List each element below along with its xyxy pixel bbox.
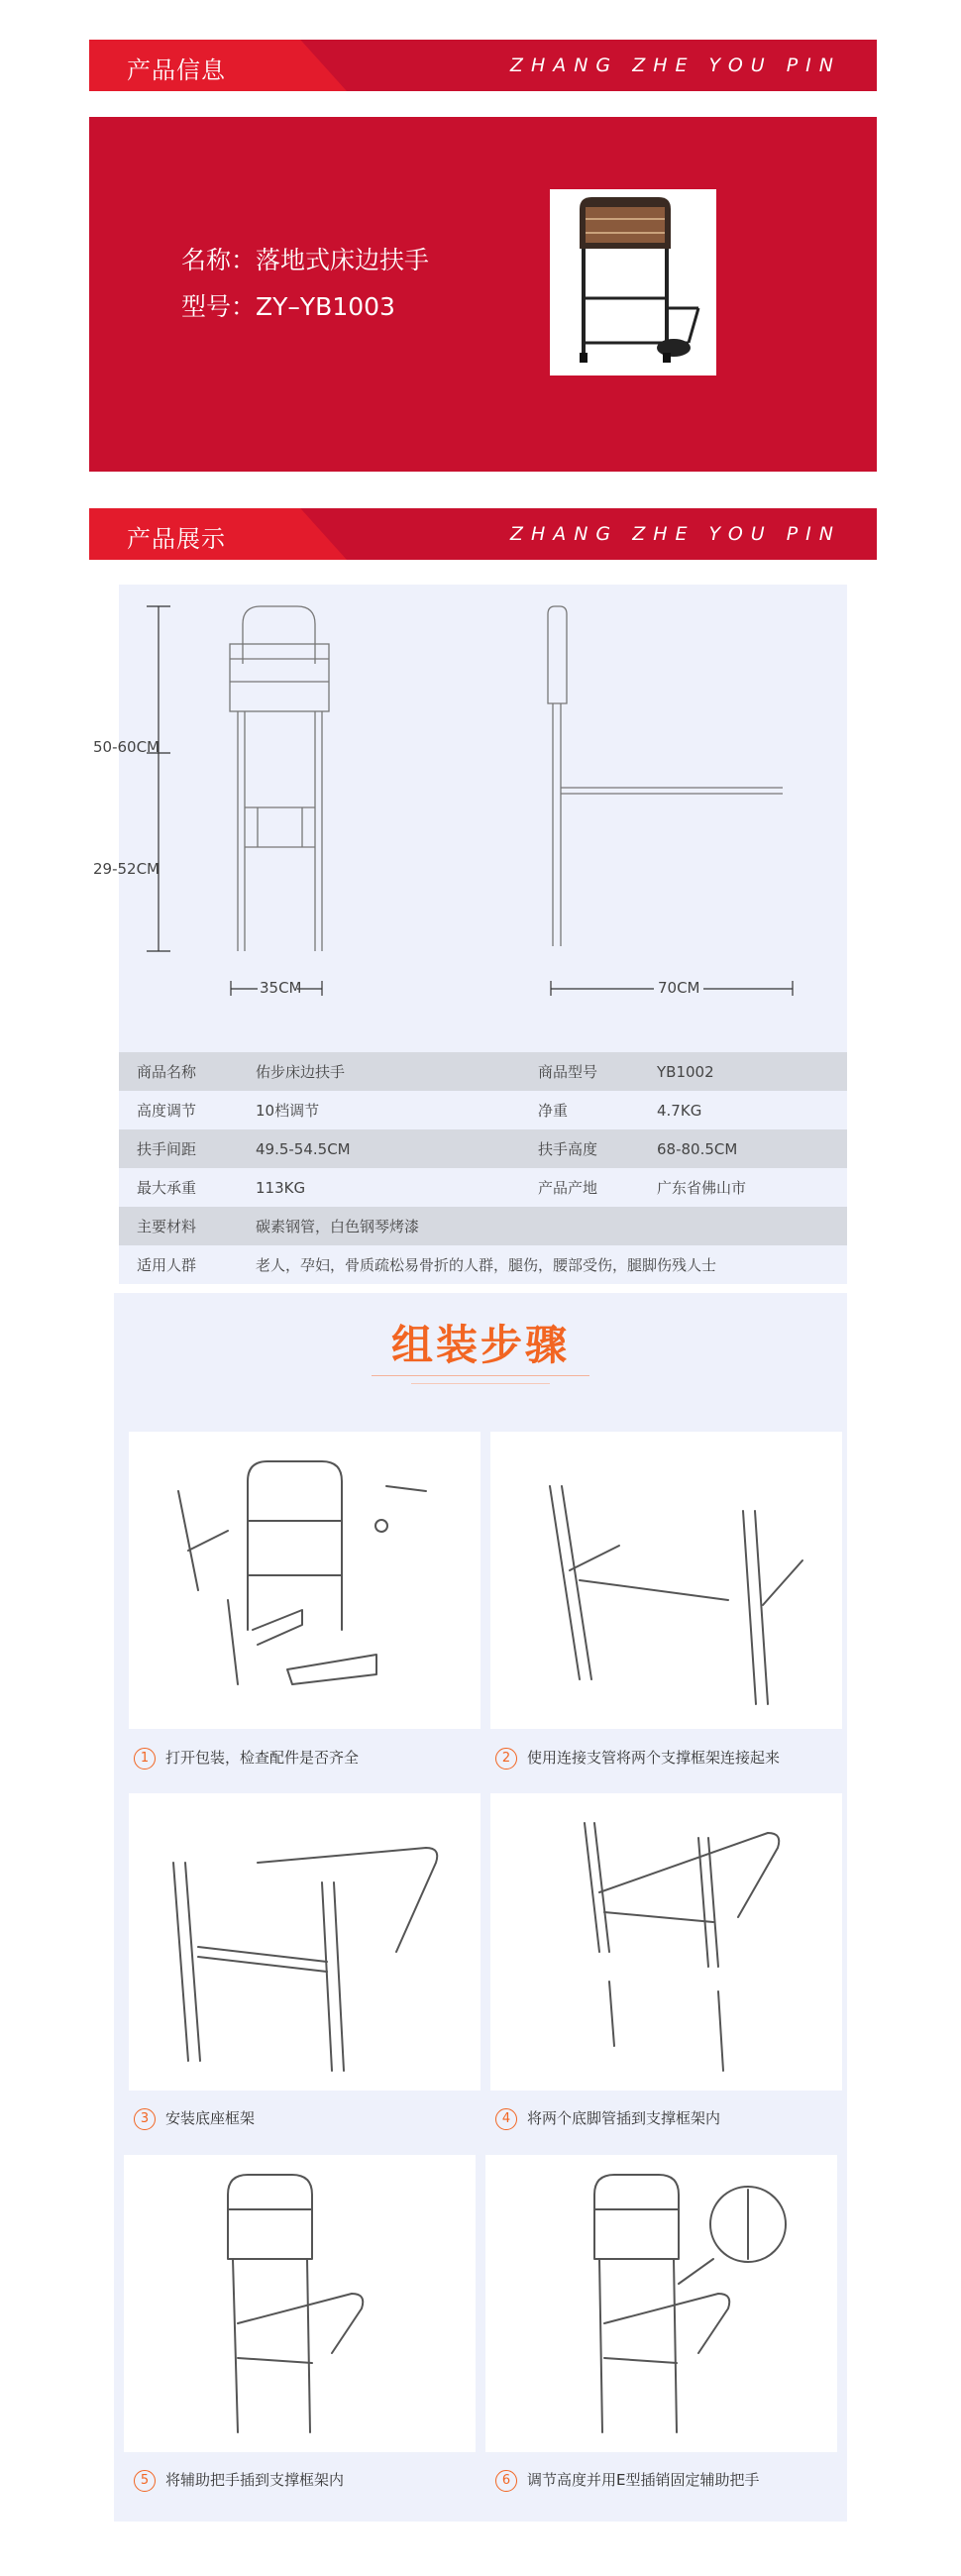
step-4-illustration — [490, 1793, 842, 2091]
spec-value: 老人，孕妇，骨质疏松易骨折的人群，腿伤，腰部受伤，腿脚伤残人士 — [256, 1245, 847, 1284]
spec-value: 4.7KG — [657, 1091, 847, 1129]
dimension-height-lower: 29-52CM — [93, 860, 160, 878]
step-2-illustration — [490, 1432, 842, 1729]
section-header-product-info — [89, 40, 877, 91]
side-view-drawing — [548, 606, 783, 946]
dimension-depth: 70CM — [658, 979, 700, 997]
product-info-card — [89, 117, 877, 472]
spec-value: 49.5-54.5CM — [256, 1129, 498, 1168]
spec-value: YB1002 — [657, 1052, 847, 1091]
section-subtitle: ZHANG ZHE YOU PIN — [509, 54, 841, 76]
spec-label: 商品型号 — [498, 1052, 657, 1091]
step-6-illustration — [485, 2155, 837, 2452]
spec-value: 佑步床边扶手 — [256, 1052, 498, 1091]
step-1-illustration — [129, 1432, 480, 1729]
spec-value: 113KG — [256, 1168, 498, 1207]
spec-label: 产品产地 — [498, 1168, 657, 1207]
table-row — [119, 1052, 847, 1091]
step-number-badge: 2 — [495, 1748, 517, 1770]
spec-table — [119, 1052, 847, 1284]
step-text: 调节高度并用E型插销固定辅助把手 — [527, 2471, 760, 2489]
spec-label: 商品名称 — [119, 1052, 256, 1091]
step-text: 将辅助把手插到支撑框架内 — [165, 2471, 345, 2489]
spec-label: 高度调节 — [119, 1091, 256, 1129]
table-row — [119, 1091, 847, 1129]
step-2-caption — [495, 1747, 780, 1770]
step-number-badge: 1 — [134, 1748, 156, 1770]
section-subtitle: ZHANG ZHE YOU PIN — [509, 523, 841, 545]
step-number-badge: 4 — [495, 2108, 517, 2130]
dimension-height-upper: 50-60CM — [93, 738, 160, 756]
step-text: 将两个底脚管插到支撑框架内 — [527, 2109, 721, 2127]
divider — [411, 1383, 550, 1384]
spec-value: 碳素钢管，白色钢琴烤漆 — [256, 1207, 847, 1245]
spec-value: 广东省佛山市 — [657, 1168, 847, 1207]
dimension-diagram — [93, 585, 847, 1055]
step-5-illustration — [124, 2155, 476, 2452]
section-title: 产品展示 — [127, 525, 226, 553]
table-row — [119, 1168, 847, 1207]
step-text: 使用连接支管将两个支撑框架连接起来 — [527, 1749, 781, 1767]
step-text: 打开包装，检查配件是否齐全 — [165, 1749, 360, 1767]
spec-label: 主要材料 — [119, 1207, 256, 1245]
assembly-section — [114, 1293, 847, 2522]
spec-label: 适用人群 — [119, 1245, 256, 1284]
spec-label: 扶手间距 — [119, 1129, 256, 1168]
step-number-badge: 3 — [134, 2108, 156, 2130]
step-3-illustration — [129, 1793, 480, 2091]
product-thumbnail — [550, 189, 716, 376]
spec-label: 最大承重 — [119, 1168, 256, 1207]
table-row — [119, 1129, 847, 1168]
table-row — [119, 1207, 847, 1245]
divider — [372, 1375, 589, 1376]
section-header-product-display — [89, 508, 877, 560]
step-number-badge: 5 — [134, 2470, 156, 2492]
product-name: 名称：落地式床边扶手 — [181, 246, 430, 274]
step-5-caption — [134, 2469, 344, 2492]
front-view-drawing — [230, 606, 329, 951]
step-text: 安装底座框架 — [165, 2109, 256, 2127]
spec-label: 扶手高度 — [498, 1129, 657, 1168]
table-row — [119, 1245, 847, 1284]
spec-value: 10档调节 — [256, 1091, 498, 1129]
dimension-width: 35CM — [260, 979, 302, 997]
step-1-caption — [134, 1747, 359, 1770]
spec-value: 68-80.5CM — [657, 1129, 847, 1168]
assembly-title: 组装步骤 — [390, 1321, 570, 1369]
spec-label: 净重 — [498, 1091, 657, 1129]
step-6-caption — [495, 2469, 759, 2492]
step-number-badge: 6 — [495, 2470, 517, 2492]
product-model: 型号：ZY–YB1003 — [181, 292, 395, 321]
section-title: 产品信息 — [127, 56, 226, 84]
step-4-caption — [495, 2107, 720, 2130]
step-3-caption — [134, 2107, 255, 2130]
